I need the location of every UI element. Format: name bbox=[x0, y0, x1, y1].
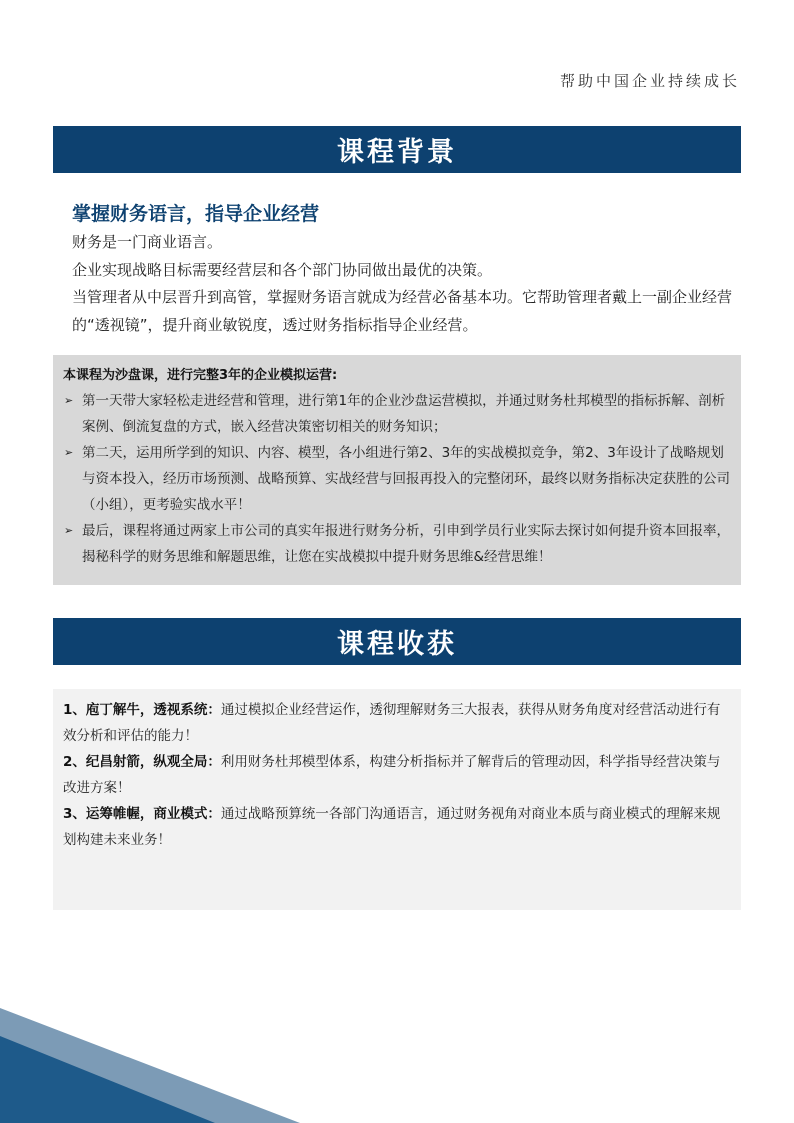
arrow-bullet-icon: ➢ bbox=[64, 524, 74, 537]
gain-item-text: 通过战略预算统一各部门沟通语言，通过财务视角对商业本质与商业模式的理解来规划构建未来业务！ bbox=[63, 806, 721, 848]
gain-item-lead: 1、庖丁解牛，透视系统： bbox=[63, 702, 221, 718]
arrow-bullet-icon: ➢ bbox=[64, 394, 74, 407]
gain-item bbox=[63, 749, 731, 801]
gain-item-lead: 3、运筹帷幄，商业模式： bbox=[63, 806, 221, 822]
sandbox-bullet-text: 第二天，运用所学到的知识、内容、模型，各小组进行第2、3年的实战模拟竞争，第2、3年设计了战略规划与资本投入，经历市场预测、战略预算、实战经营与回报再投入的完整闭环，最终以财务指标决定获胜的公司（小组），更考验实战水平！ bbox=[82, 445, 730, 513]
section-title-gains bbox=[53, 618, 741, 665]
background-subheading: 掌握财务语言，指导企业经营 bbox=[72, 203, 320, 225]
gains-box bbox=[53, 689, 741, 910]
section-title-gains-text: 课程收获 bbox=[337, 629, 457, 660]
gain-item bbox=[63, 697, 731, 749]
sandbox-bullet bbox=[63, 388, 731, 440]
intro-paragraph: 财务是一门商业语言。 bbox=[72, 233, 223, 251]
sandbox-bullet-text: 第一天带大家轻松走进经营和管理，进行第1年的企业沙盘运营模拟，并通过财务杜邦模型的指标拆解、剖析案例、倒流复盘的方式，嵌入经营决策密切相关的财务知识； bbox=[82, 393, 726, 435]
intro-paragraph: 当管理者从中层晋升到高管，掌握财务语言就成为经营必备基本功。它帮助管理者戴上一副企业经营的“透视镜”，提升商业敏锐度，透过财务指标指导企业经营。 bbox=[72, 288, 733, 334]
background-intro bbox=[72, 229, 732, 339]
gain-item-text: 利用财务杜邦模型体系，构建分析指标并了解背后的管理动因，科学指导经营决策与改进方案！ bbox=[63, 754, 721, 796]
arrow-bullet-icon: ➢ bbox=[64, 446, 74, 459]
corner-decoration bbox=[0, 1008, 320, 1123]
section-title-background bbox=[53, 126, 741, 173]
sandbox-bullet-text: 最后，课程将通过两家上市公司的真实年报进行财务分析，引申到学员行业实际去探讨如何提升资本回报率，揭秘科学的财务思维和解题思维，让您在实战模拟中提升财务思维&经营思维！ bbox=[82, 523, 730, 565]
intro-paragraph: 企业实现战略目标需要经营层和各个部门协同做出最优的决策。 bbox=[72, 260, 493, 279]
sandbox-bullet bbox=[63, 440, 731, 518]
section-title-background-text: 课程背景 bbox=[337, 137, 457, 168]
sandbox-info-box bbox=[53, 355, 741, 585]
sandbox-bullet-list bbox=[63, 388, 731, 570]
sandbox-title: 本课程为沙盘课，进行完整3年的企业模拟运营: bbox=[63, 368, 338, 383]
gain-item-text: 通过模拟企业经营运作，透彻理解财务三大报表，获得从财务角度对经营活动进行有效分析和评估的能力！ bbox=[63, 702, 721, 744]
gain-item-lead: 2、纪昌射箭，纵观全局： bbox=[63, 754, 221, 770]
header-tagline: 帮助中国企业持续成长 bbox=[559, 72, 740, 90]
gain-item bbox=[63, 801, 731, 853]
sandbox-bullet bbox=[63, 518, 731, 570]
